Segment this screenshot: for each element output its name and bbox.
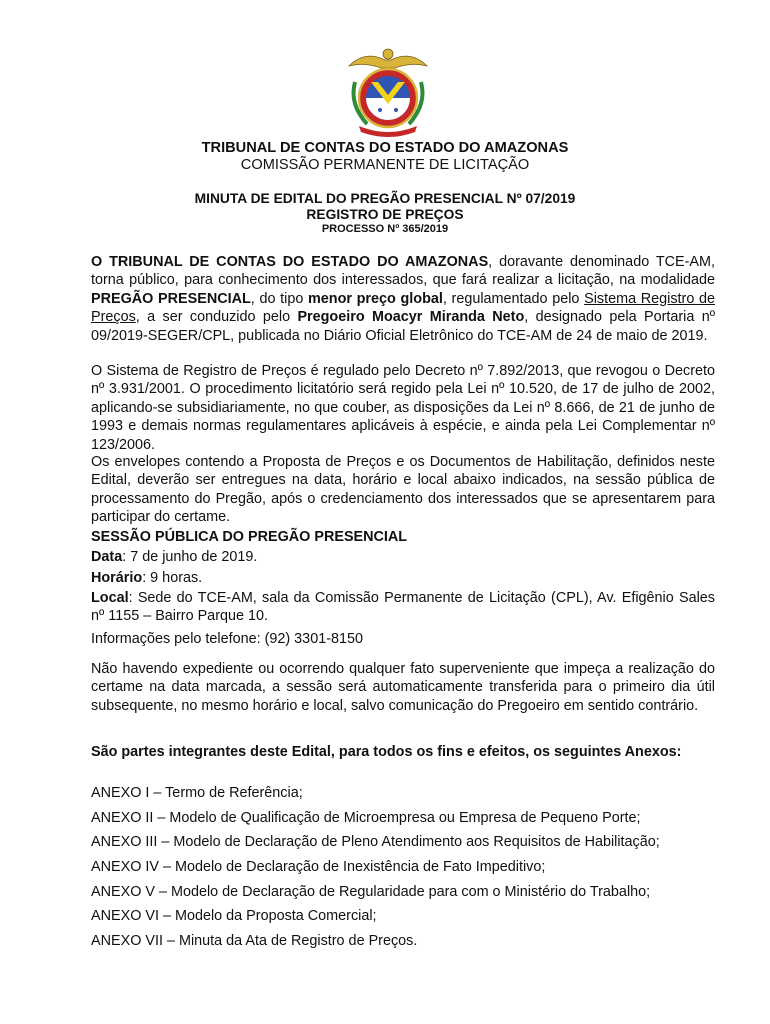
postponement-paragraph: Não havendo expediente ou ocorrendo qualquer fato superveniente que impeça a realização do certame na data marcada, a sessão será automaticamente transferida para o primeiro dia útil subsequente, no mesmo horário e local, salvo comunicação do Pregoeiro em sentido contrário. bbox=[91, 661, 715, 714]
session-date: Data: 7 de junho de 2019. bbox=[91, 549, 258, 565]
annex-item: ANEXO I – Termo de Referência; bbox=[91, 785, 303, 801]
commission-name: COMISSÃO PERMANENTE DE LICITAÇÃO bbox=[240, 157, 530, 173]
session-time: Horário: 9 horas. bbox=[91, 570, 203, 586]
legal-basis-paragraph: O Sistema de Registro de Preços é regulado pelo Decreto nº 7.892/2013, que revogou o Decreto nº 3.931/2001. O procedimento licitatório será regido pela Lei nº 10.520, de 17 de julho de 2002, aplicando-se subsidiariamente, no que couber, as disposições da Lei nº 8.666, de 21 de junho de 1993 e demais normas regulamentares aplicáveis à espécie, e ainda pela Lei Complementar nº 123/2006. bbox=[91, 363, 715, 453]
session-title: SESSÃO PÚBLICA DO PREGÃO PRESENCIAL bbox=[91, 529, 408, 545]
edital-title: MINUTA DE EDITAL DO PREGÃO PRESENCIAL Nº 07/2019 bbox=[194, 191, 576, 206]
annexes-intro: São partes integrantes deste Edital, para todos os fins e efeitos, os seguintes Anexos: bbox=[91, 744, 682, 760]
coat-of-arms-emblem bbox=[345, 42, 431, 138]
envelopes-paragraph: Os envelopes contendo a Proposta de Preços e os Documentos de Habilitação, definidos neste Edital, deverão ser entregues na data, horário e local abaixo indicados, na sessão pública de processamento do Pregão, após o credenciamento dos interessados que se apresentarem para participar do certame. bbox=[91, 454, 715, 526]
annex-item: ANEXO II – Modelo de Qualificação de Microempresa ou Empresa de Pequeno Porte; bbox=[91, 809, 641, 826]
annex-item: ANEXO III – Modelo de Declaração de Pleno Atendimento aos Requisitos de Habilitação; bbox=[91, 834, 660, 851]
annex-item: ANEXO V – Modelo de Declaração de Regularidade para com o Ministério do Trabalho; bbox=[91, 883, 651, 900]
process-number: PROCESSO Nº 365/2019 bbox=[321, 223, 449, 235]
intro-paragraph: O TRIBUNAL DE CONTAS DO ESTADO DO AMAZONAS, doravante denominado TCE-AM, torna público, para conhecimento dos interessados, que fará realizar a licitação, na modalidade PREGÃO PRESENCIAL, do tipo menor preço global, regulamentado pelo Sistema Registro de Preços, a ser conduzido pelo Pregoeiro Moacyr Miranda Neto, designado pela Portaria nº 09/2019-SEGER/CPL, publicada no Diário Oficial Eletrônico do TCE-AM de 24 de maio de 2019. bbox=[91, 254, 715, 344]
annex-item: ANEXO IV – Modelo de Declaração de Inexistência de Fato Impeditivo; bbox=[91, 859, 546, 876]
annexes-list bbox=[91, 784, 741, 957]
edital-subtitle: REGISTRO DE PREÇOS bbox=[306, 207, 464, 222]
session-phone: Informações pelo telefone: (92) 3301-8150 bbox=[91, 631, 364, 647]
institution-name: TRIBUNAL DE CONTAS DO ESTADO DO AMAZONAS bbox=[201, 140, 569, 156]
session-location: Local: Sede do TCE-AM, sala da Comissão Permanente de Licitação (CPL), Av. Efigênio Sales nº 1155 – Bairro Parque 10. bbox=[91, 590, 715, 625]
annex-item: ANEXO VI – Modelo da Proposta Comercial; bbox=[91, 908, 377, 925]
annex-item: ANEXO VII – Minuta da Ata de Registro de Preços. bbox=[91, 933, 418, 950]
